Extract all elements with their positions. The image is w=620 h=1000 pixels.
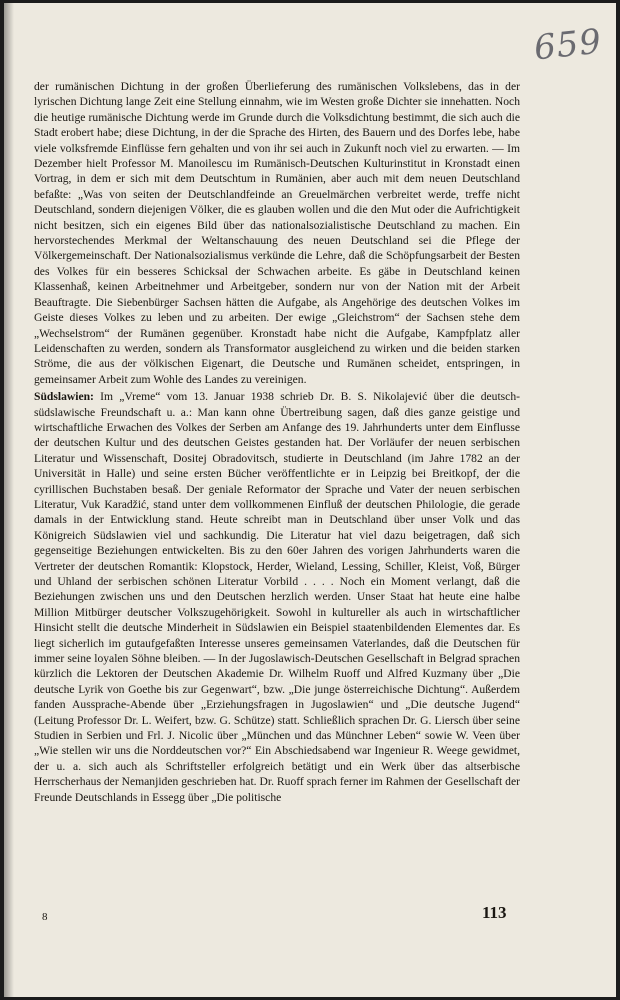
book-page — [4, 3, 616, 997]
paragraph-southslavia — [34, 389, 520, 805]
binding-shadow — [4, 3, 14, 997]
paragraph-romania: der rumänischen Dichtung in der großen Überlieferung des rumänischen Volkslebens, das in der lyrischen Dichtung lange Zeit eine Stellung einnahm, wie im Westen große Dichter sie innehatten. Noch die heutige rumänische Dichtung werde im Grunde durch die Volksdichtung bestimmt, die sich auch die Stadt erobert habe; diese Dichtung, in der die Sprache des Hirten, des Bauern und des Dorfes lebe, habe viele volksfremde Einflüsse fern gehalten und von ihr sei auch in Zukunft noch viel zu erwarten. — Im Dezember hielt Professor M. Manoilescu im Rumänisch-Deutschen Kulturinstitut in Kronstadt einen Vortrag, in dem er sich mit dem Deutschtum in Rumänien, aber auch mit dem neuen Deutschland befaßte: „Was von seiten der Deutschlandfeinde an Greuelmärchen verbreitet werde, treffe nicht Deutschland, sondern diejenigen Völker, die es glauben wollen und die den Mut oder die Aufrichtigkeit nicht besitzen, sich ein eigenes Bild über das nationalsozialistische Deutschland zu machen. Ein hervorstechendes Merkmal der Weltanschauung des neuen Deutschland sei die Pflege der Völkergemeinschaft. Der Nationalsozialismus verkünde die Lehre, daß die Schöpfungsarbeit der Besten des Volkes für ein besseres Schicksal der Schwachen arbeite. Es gäbe in Deutschland keinen Klassenhaß, keinen Arbeitnehmer und Arbeitgeber, sondern nur von der Nation mit der Arbeit Beauftragte. Die Siebenbürger Sachsen hätten die Aufgabe, als Angehörige des deutschen Volkes im Geiste dieses Volkes zu leben und zu arbeiten. Der ewige „Gleichstrom“ der Sachsen stehe dem „Wechselstrom“ der Rumänen gegenüber. Kronstadt habe nicht die Aufgabe, Kampfplatz aller Leidenschaften zu werden, sondern als Transformator ausgleichend zu wirken und die beiden starken Ströme, die aus der völkischen Eigenart, die Deutsche und Rumänen scheidet, entspringen, in gemeinsamer Arbeit zum Wohle des Landes zu vereinigen. — [34, 80, 520, 386]
page-number: 113 — [482, 903, 507, 922]
handwritten-page-annotation: 659 — [532, 21, 604, 69]
sheet-signature-mark: 8 — [42, 911, 48, 923]
body-text-column — [34, 79, 520, 805]
section-heading-suedslawien: Südslawien: — [34, 390, 94, 404]
paragraph-southslavia-body: Im „Vreme“ vom 13. Januar 1938 schrieb Dr. B. S. Nikolajević über die deutsch-südslawische Freundschaft u. a.: Man kann ohne Übertreibung sagen, daß dies ganze geistige und wirtschaftliche Erwachen des Volkes der Serben am Anfange des 19. Jahrhunderts unter dem Einflusse der deutschen Kultur und des deutschen Geistes gestanden hat. Der Vorläufer der neuen serbischen Literatur und Wissenschaft, Dositej Obradovitsch, studierte in Deutschland (im Jahre 1782 an der Universität in Halle) und seine ersten Bücher veröffentlichte er in Leipzig bei Breitkopf, der die cyrillischen Buchstaben besaß. Der geniale Reformator der Sprache und Vater der neuen serbischen Literatur, Vuk Karadžić, stand unter dem vollkommenen Einfluß der deutschen Philologie, die gerade damals in der Entwicklung stand. Heute schreibt man in Deutschland über unser Volk und das Königreich Südslawien viel und sachkundig. Die Literatur hat viel dazu beigetragen, daß sich gegenseitige Beziehungen entwickelten. Bis zu den 60er Jahren des vorigen Jahrhunderts waren die Vertreter der deutschen Romantik: Klopstock, Herder, Wieland, Lessing, Schiller, Kleist, Voß, Bürger und Uhland der serbischen schönen Literatur Vorbild . . . . Noch ein Moment verlangt, daß die Beziehungen zwischen uns und den Deutschen herzlich werden. Unser Staat hat heute eine halbe Million Mitbürger deutscher Volkszugehörigkeit. Sowohl in kultureller als auch in wirtschaftlicher Hinsicht stellt die deutsche Minderheit in Südslawien ein Beispiel staatenbildenden Elementes dar. Es liegt sicherlich im gutaufgefaßten Interesse unseres gemeinsamen Vaterlandes, daß die Deutschen für immer seine loyalen Söhne bleiben. — In der Jugoslawisch-Deutschen Gesellschaft in Belgrad sprachen kürzlich die Lektoren der Deutschen Akademie Dr. Wilhelm Ruoff und Alfred Kuzmany über „Die deutsche Lyrik von Goethe bis zur Gegenwart“, bzw. „Die junge österreichische Dichtung“. Außerdem fanden Aussprache-Abende über „Erziehungsfragen in Jugoslawien“ und „Die deutsche Jugend“ (Leitung Professor Dr. L. Weifert, bzw. G. Schütze) statt. Schließlich sprachen Dr. G. Liersch über seine Studien in Serbien und Frl. J. Nicolic über „München und das Münchner Leben“ sowie W. Veen über „Wie stellen wir uns die Norddeutschen vor?“ Ein Abschiedsabend war Ingenieur R. Weege gewidmet, der u. a. sich auch als Schriftsteller erfolgreich betätigt und ein Werk über das altserbische Herrscherhaus der Nemanjiden geschrieben hat. Dr. Ruoff sprach ferner im Rahmen der Gesellschaft der Freunde Deutschlands in Essegg über „Die politische — [34, 390, 520, 804]
